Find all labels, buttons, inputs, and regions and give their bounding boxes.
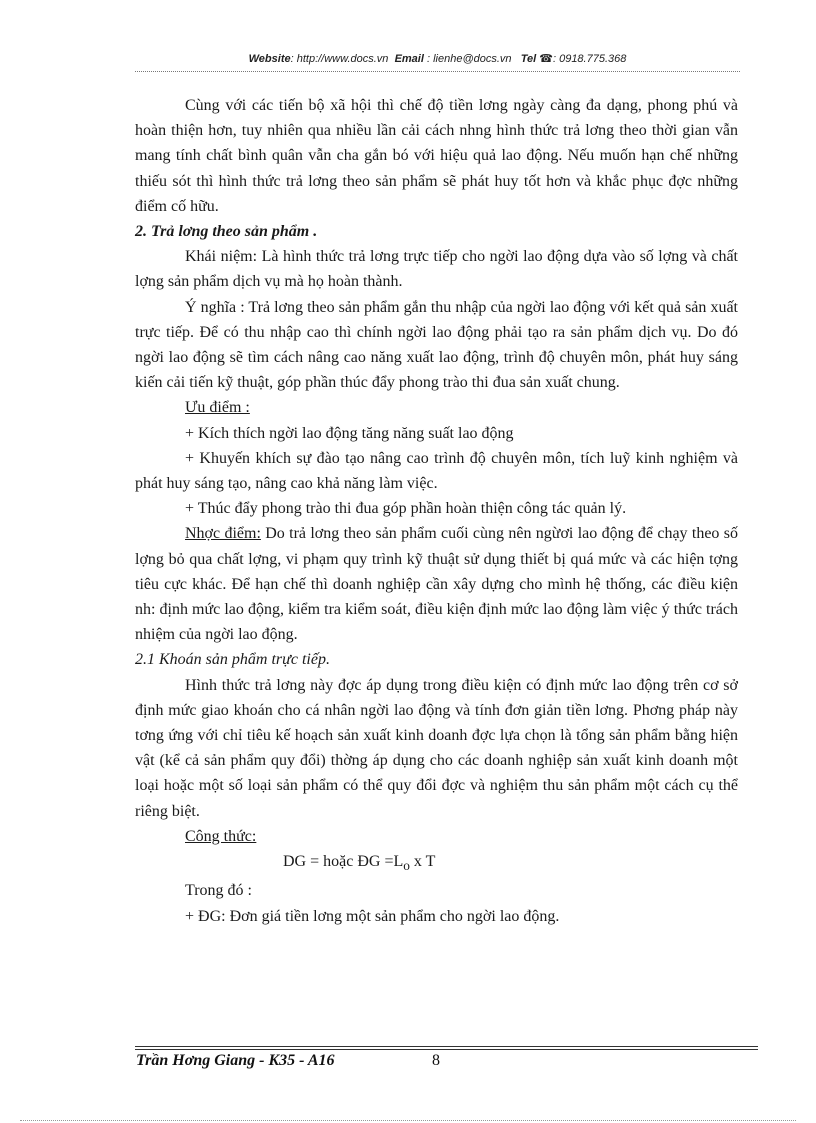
paragraph-direct-piece: Hình thức trả lơng này đợc áp dụng trong điều kiện có định mức lao động trên cơ sở định mức giao khoán cho cá nhân ngời lao động và tính đơn giản tiền lơng. Phơng pháp này tơng ứng với chỉ tiêu kế hoạch sản xuất kinh doanh đợc lựa chọn là tổng sản phẩm bằng hiện vật (kể cả sản phẩm quy đổi) thờng áp dụng cho các doanh nghiệp sản xuất kinh doanh một loại hoặc một số loại sản phẩm có thể quy đổi đợc và nghiệm thu sản phẩm một cách cụ thể riêng biệt. [135, 676, 738, 820]
document-body [135, 93, 738, 929]
page-number: 8 [432, 1052, 440, 1069]
advantages-label-line [135, 395, 738, 420]
bullet-4: + ĐG: Đơn giá tiền lơng một sản phẩm cho ngời lao động. [185, 907, 560, 925]
disadvantages-text: Do trả lơng theo sản phẩm cuối cùng nên ngừơi lao động để chạy theo số lợng bỏ qua chất lợng, vi phạm quy trình kỹ thuật sử dụng thiết bị quá mức và các hiện tợng tiêu cực khác. Để hạn chế thì doanh nghiệp cần xây dựng cho mình hệ thống, các điều kiện nh: định mức lao động, kiểm tra kiểm soát, điều kiện định mức lao động làm việc ý thức trách nhiệm của ngời lao động. [135, 525, 738, 644]
formula-label-line [135, 824, 738, 849]
formula [135, 849, 738, 878]
email-label: Email [394, 53, 424, 65]
paragraph-intro: Cùng với các tiến bộ xã hội thì chế độ tiền lơng ngày càng đa dạng, phong phú và hoàn thiện hơn, tuy nhiên qua nhiều lần cải cách nhng hình thức trả lơng theo thời gian vẫn mang tính chất bình quân vẫn cha gắn bó với hiệu quả lao động. Nếu muốn hạn chế những thiếu sót thì hình thức trả lơng theo sản phẩm sẽ phát huy tốt hơn và khắc phục đợc những điểm cố hữu. [135, 97, 738, 215]
footer-author: Trần Hơng Giang - K35 - A16 [136, 1052, 335, 1069]
page-bottom-edge [20, 1120, 796, 1121]
website-label: Website [248, 53, 291, 65]
email-value: : lienhe@docs.vn [423, 53, 512, 65]
header-divider [135, 71, 740, 72]
paragraph-disadvantages [135, 521, 738, 647]
formula-label: Công thức: [185, 827, 257, 845]
bullet-1: + Kích thích ngời lao động tăng năng suất lao động [185, 424, 514, 442]
section-heading-2-1: 2.1 Khoán sản phẩm trực tiếp. [135, 651, 330, 669]
disadvantages-label: Nhợc điểm: [185, 525, 261, 543]
tel-label: Tel [520, 53, 537, 65]
tel-value: : 0918.775.368 [552, 53, 627, 65]
where-label: Trong đó : [185, 882, 252, 900]
formula-left: DG = hoặc ĐG =L [283, 853, 404, 871]
page-header [135, 52, 740, 65]
formula-right: x T [409, 853, 436, 871]
advantages-label: Ưu điểm : [185, 399, 250, 417]
bullet-2: + Khuyến khích sự đào tạo nâng cao trình độ chuyên môn, tích luỹ kinh nghiệm và phát huy sáng tạo, nâng cao khả năng làm việc. [135, 449, 738, 493]
bullet-3: + Thúc đẩy phong trào thi đua góp phần hoàn thiện công tác quản lý. [185, 500, 627, 518]
phone-icon: ☎ [539, 53, 553, 65]
website-value: : http://www.docs.vn [290, 53, 389, 65]
paragraph-meaning: Ý nghĩa : Trả lơng theo sản phẩm gắn thu nhập của ngời lao động với kết quả sản xuất trực tiếp. Để có thu nhập cao thì chính ngời lao động phải tạo ra sản phẩm dịch vụ. Do đó ngời lao động sẽ tìm cách nâng cao năng xuất lao động, trình độ chuyên môn, phát huy sáng kiến cải tiến kỹ thuật, góp phần thúc đẩy phong trào thi đua sản xuất chung. [135, 298, 738, 392]
footer-divider [135, 1046, 758, 1050]
section-heading-2: 2. Trả lơng theo sản phẩm . [135, 223, 318, 241]
paragraph-concept: Khái niệm: Là hình thức trả lơng trực tiếp cho ngời lao động dựa vào số lợng và chất lợng sản phẩm dịch vụ mà họ hoàn thành. [135, 248, 738, 291]
formula-subscript: o [403, 858, 410, 874]
